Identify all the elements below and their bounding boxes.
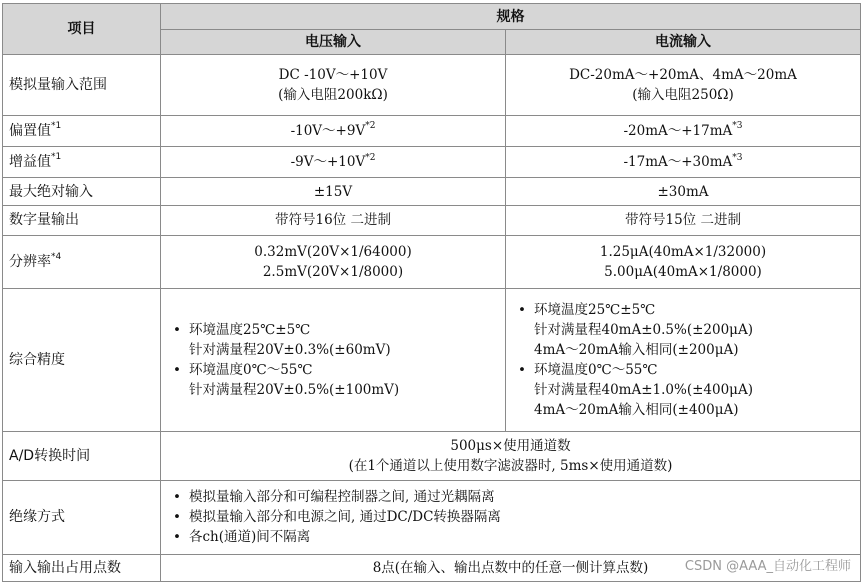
row-label: 数字量输出 [3,205,161,235]
row-label: 输入输出占用点数 [3,554,161,581]
footnote-mark: *3 [732,121,743,132]
accuracy-list-voltage [167,320,499,400]
isolation-cell [161,480,861,554]
table-row [3,288,861,431]
bullet-sub: 4mA～20mA输入相同(±200μA) [534,341,739,358]
bullet-head: • 环境温度25℃±5℃ [534,301,656,318]
cell-line: 2.5mV(20V×1/8000) [262,264,404,280]
footnote-mark: *4 [51,252,62,263]
voltage-cell [161,288,506,431]
table-row [3,54,861,115]
current-cell: ±30mA [506,178,861,205]
footnote-mark: *1 [51,152,62,163]
voltage-cell [161,236,506,289]
table-row [3,236,861,289]
current-cell: 带符号15位 二进制 [506,205,861,235]
bullet-sub: 针对满量程40mA±0.5%(±200μA) [534,321,753,338]
row-label: 最大绝对输入 [3,178,161,205]
voltage-cell [161,54,506,115]
label-text: 偏置值 [9,122,51,139]
row-label: 绝缘方式 [3,480,161,554]
row-label: 综合精度 [3,288,161,431]
bullet-head: • 环境温度0℃～55℃ [534,361,658,378]
cell-line: (输入电阻250Ω) [632,86,734,103]
isolation-list [167,487,854,547]
voltage-cell [161,146,506,177]
watermark: CSDN @AAA_自动化工程师 [684,559,851,574]
table-row [3,205,861,235]
current-cell [506,54,861,115]
row-label [3,146,161,177]
current-cell [506,236,861,289]
list-item: • 各ch(通道)间不隔离 [189,527,854,547]
footnote-mark: *2 [365,121,376,132]
footnote-mark: *1 [51,121,62,132]
cell-text: -9V～+10V [290,154,366,171]
cell-text: -20mA～+17mA [623,122,733,139]
cell-line: DC-20mA～+20mA、4mA～20mA [569,66,797,83]
cell-line: (输入电阻200kΩ) [278,86,388,103]
list-item: • 模拟量输入部分和可编程控制器之间, 通过光耦隔离 [189,487,854,507]
bullet-sub: 4mA～20mA输入相同(±400μA) [534,401,739,418]
row-label: A/D转换时间 [3,431,161,480]
cell-text: -17mA～+30mA [623,154,733,171]
bullet-head: • 环境温度25℃±5℃ [189,321,311,338]
voltage-cell [161,115,506,146]
cell-line: DC -10V～+10V [278,66,388,83]
cell-line: (在1个通道以上使用数字滤波器时, 5ms×使用通道数) [348,457,673,474]
spec-table [2,3,861,582]
header-item: 项目 [3,4,161,55]
table-row [3,146,861,177]
row-label [3,236,161,289]
list-item [189,320,499,360]
header-current: 电流输入 [506,30,861,54]
row-label [3,115,161,146]
list-item [534,360,854,420]
table-row [3,480,861,554]
cell-line: 0.32mV(20V×1/64000) [254,244,412,260]
current-cell [506,115,861,146]
current-cell [506,146,861,177]
cell-text: -10V～+9V [290,122,366,139]
voltage-cell: ±15V [161,178,506,205]
table-row [3,115,861,146]
accuracy-list-current [512,300,854,420]
bullet-sub: 针对满量程20V±0.3%(±60mV) [189,341,391,358]
footnote-mark: *3 [732,152,743,163]
bullet-sub: 针对满量程40mA±1.0%(±400μA) [534,381,753,398]
io-points-cell: 8点(在输入、输出点数中的任意一侧计算点数) [161,554,861,581]
footnote-mark: *2 [365,152,376,163]
voltage-cell: 带符号16位 二进制 [161,205,506,235]
table-row [3,431,861,480]
header-voltage: 电压输入 [161,30,506,54]
ad-time-cell [161,431,861,480]
current-cell [506,288,861,431]
table-row [3,178,861,205]
list-item [534,300,854,360]
cell-line: 5.00μA(40mA×1/8000) [604,264,762,280]
list-item [189,360,499,400]
cell-line: 1.25μA(40mA×1/32000) [599,244,767,260]
list-item: • 模拟量输入部分和电源之间, 通过DC/DC转换器隔离 [189,507,854,527]
header-spec: 规格 [161,4,861,30]
label-text: 分辨率 [9,254,51,270]
row-label: 模拟量输入范围 [3,54,161,115]
bullet-sub: 针对满量程20V±0.5%(±100mV) [189,381,400,398]
bullet-head: • 环境温度0℃～55℃ [189,361,313,378]
label-text: 增益值 [9,154,51,171]
cell-line: 500μs×使用通道数 [450,437,571,454]
